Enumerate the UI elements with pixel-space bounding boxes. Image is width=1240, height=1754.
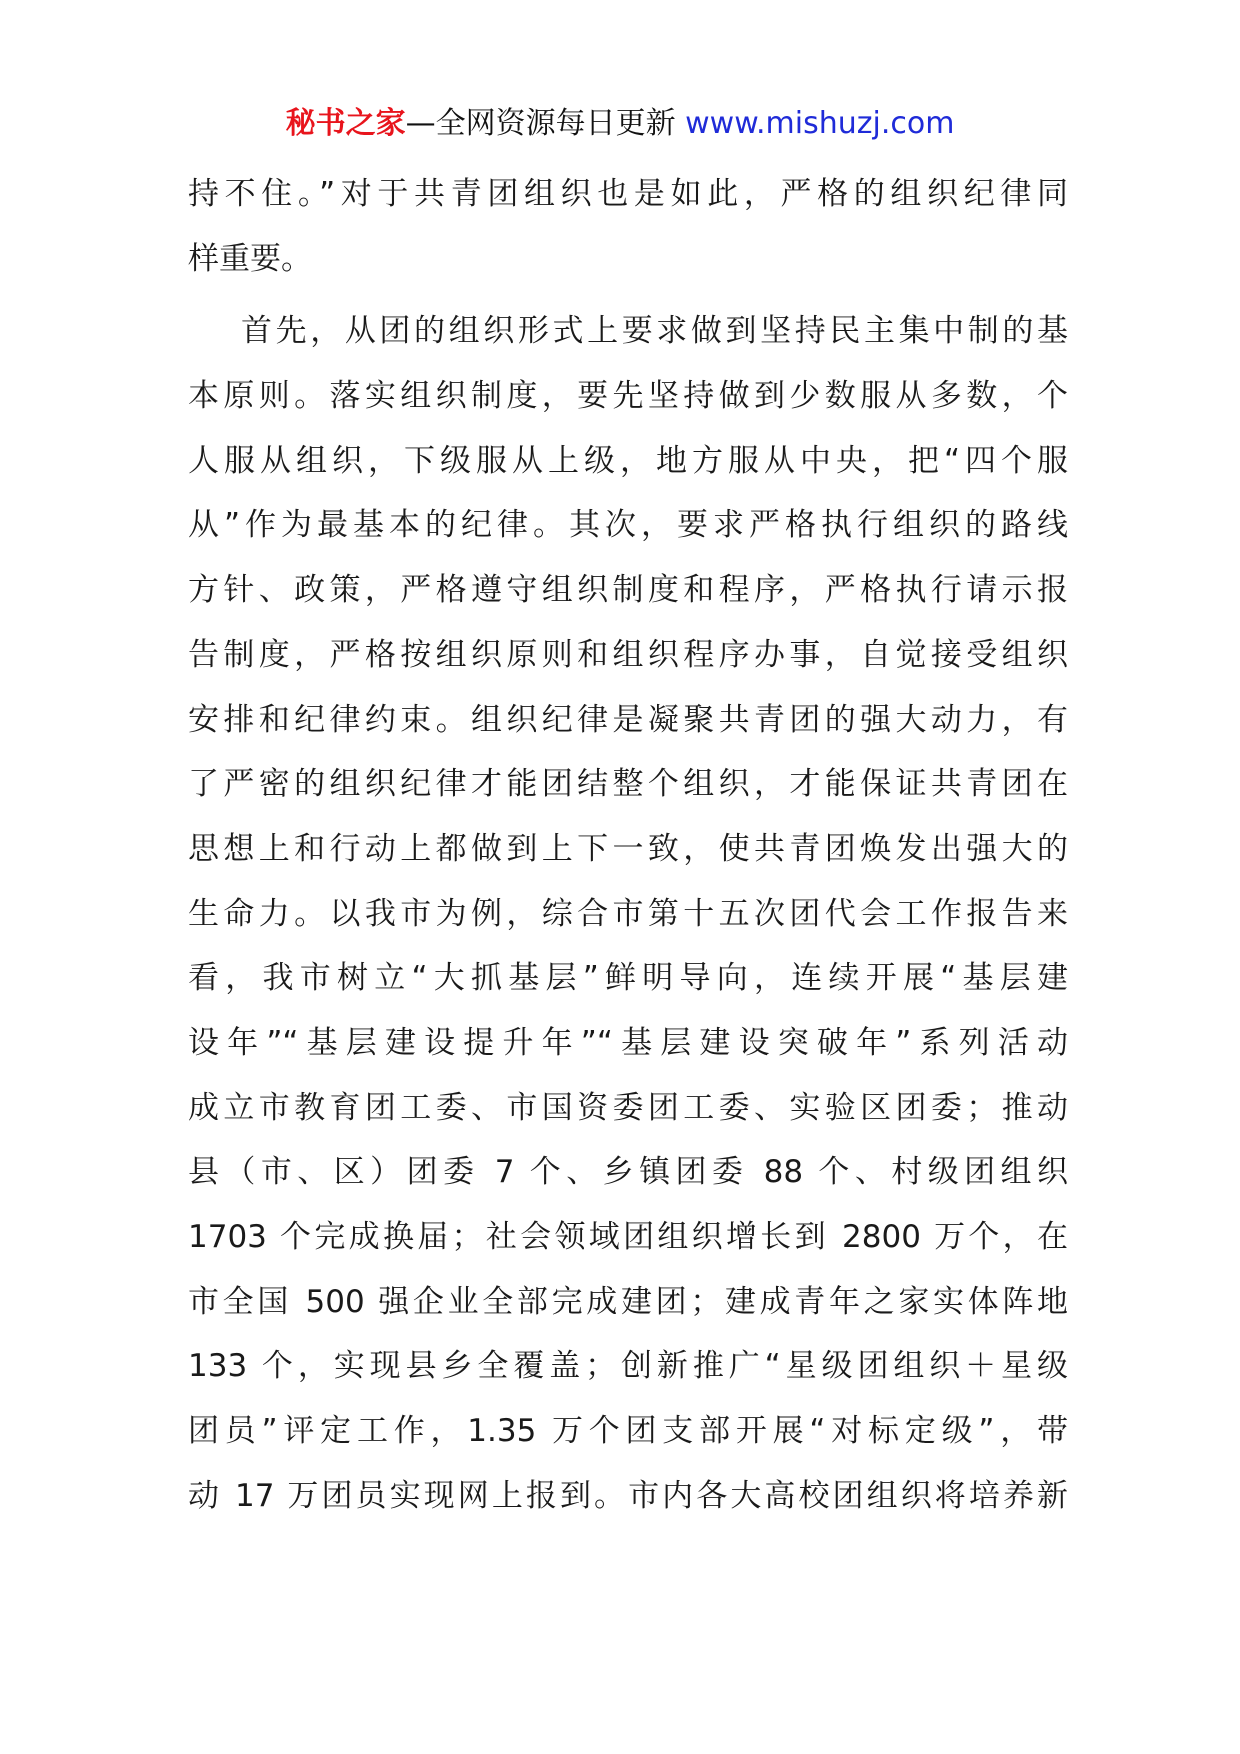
text-line: 本原则。落实组织制度，要先坚持做到少数服从多数，个	[188, 378, 1068, 415]
brand-name: 秘书之家	[285, 106, 406, 141]
text-line: 市全国 500 强企业全部完成建团；建成青年之家实体阵地	[188, 1283, 1068, 1320]
text-line: 思想上和行动上都做到上下一致，使共青团焕发出强大的	[188, 830, 1068, 867]
text-line: 方针、政策，严格遵守组织制度和程序，严格执行请示报	[188, 572, 1068, 609]
text-line: 从”作为最基本的纪律。其次，要求严格执行组织的路线	[188, 507, 1068, 544]
text-line: 生命力。以我市为例，综合市第十五次团代会工作报告来	[188, 895, 1068, 932]
text-line: 1703 个完成换届；社会领域团组织增长到 2800 万个，在	[188, 1219, 1068, 1255]
paragraph-2	[188, 299, 1068, 1528]
text-line: 动 17 万团员实现网上报到。市内各大高校团组织将培养新	[188, 1477, 1068, 1514]
text-line: 县（市、区）团委 7 个、乡镇团委 88 个、村级团组织	[188, 1154, 1068, 1191]
paragraph-gap	[188, 291, 1068, 299]
site-url: www.mishuzj.com	[685, 106, 955, 141]
text-line: 了严密的组织纪律才能团结整个组织，才能保证共青团在	[188, 766, 1068, 803]
text-line: 成立市教育团工委、市国资委团工委、实验区团委；推动	[188, 1089, 1068, 1126]
text-line: 人服从组织，下级服从上级，地方服从中央，把“四个服	[188, 442, 1068, 479]
text-line: 看，我市树立“大抓基层”鲜明导向，连续开展“基层建	[188, 960, 1068, 997]
paragraph-1	[188, 162, 1068, 291]
text-line: 持不住。”对于共青团组织也是如此，严格的组织纪律同	[188, 176, 1068, 212]
header-tagline: —全网资源每日更新	[405, 106, 676, 141]
site-header	[0, 104, 1240, 144]
text-line: 首先，从团的组织形式上要求做到坚持民主集中制的基	[241, 313, 1068, 350]
text-line: 样重要。	[188, 240, 312, 277]
document-body	[188, 162, 1068, 1528]
text-line: 安排和纪律约束。组织纪律是凝聚共青团的强大动力，有	[188, 701, 1068, 738]
text-line: 133 个，实现县乡全覆盖；创新推广“星级团组织＋星级	[188, 1348, 1068, 1385]
text-line: 团员”评定工作，1.35 万个团支部开展“对标定级”，带	[188, 1413, 1068, 1450]
text-line: 告制度，严格按组织原则和组织程序办事，自觉接受组织	[188, 636, 1068, 673]
text-line: 设年”“基层建设提升年”“基层建设突破年”系列活动	[188, 1024, 1068, 1061]
